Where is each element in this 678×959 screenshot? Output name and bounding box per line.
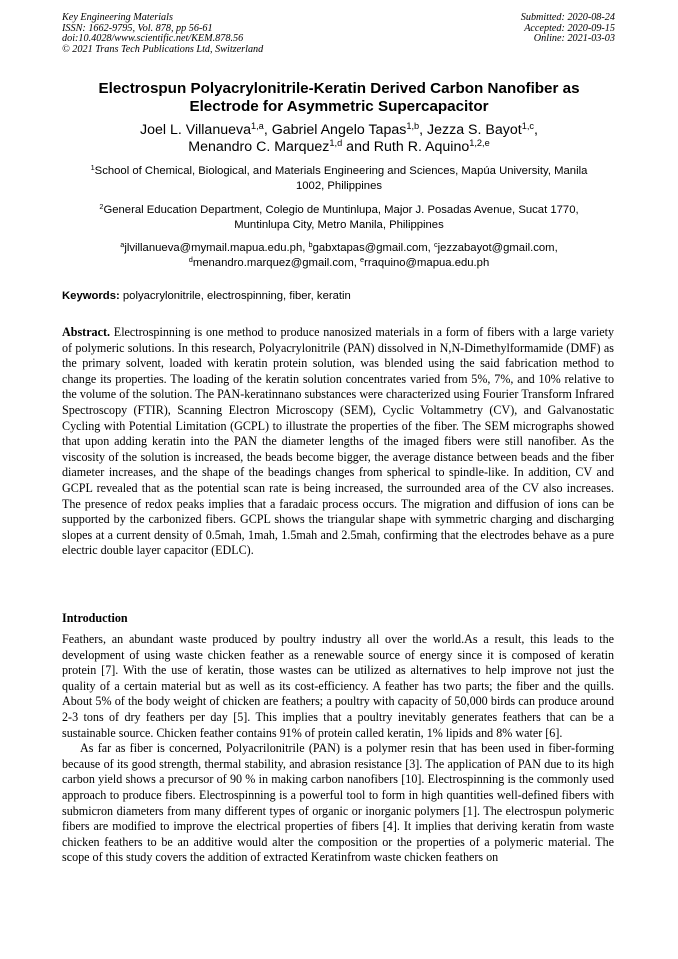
author-affil-sup: 1,2,e: [469, 137, 490, 148]
author-name: Jezza S. Bayot: [427, 122, 522, 138]
journal-name: Key Engineering Materials: [62, 12, 173, 23]
email-separator: ,: [427, 242, 434, 254]
title-line-2: Electrode for Asymmetric Supercapacitor: [189, 98, 489, 115]
keywords: [62, 289, 351, 303]
email-sup: c: [433, 239, 438, 249]
email-sup: a: [120, 239, 125, 249]
keywords-label: Keywords:: [62, 290, 120, 302]
email-sup: e: [360, 254, 365, 264]
email-sup: d: [188, 254, 193, 264]
author-separator: ,: [263, 122, 272, 138]
submitted-date: Submitted: 2020-08-24: [520, 12, 615, 23]
email-sup: b: [308, 239, 313, 249]
email-separator: ,: [554, 242, 558, 254]
affiliation-text: 1002, Philippines: [295, 180, 383, 192]
journal-copyright: © 2021 Trans Tech Publications Ltd, Switzerland: [62, 43, 264, 55]
affiliation-text: School of Chemical, Biological, and Materials Engineering and Sciences, Mapúa University, Manila: [94, 165, 588, 177]
author-affil-sup: 1,c: [521, 120, 534, 131]
email-separator: ,: [353, 257, 361, 269]
affiliation-sup: 1: [90, 162, 95, 172]
introduction-body: [62, 632, 614, 866]
section-heading-introduction: Introduction: [62, 611, 128, 625]
abstract-label: Abstract.: [62, 325, 111, 339]
email-link[interactable]: rraquino@mapua.edu.ph: [364, 257, 490, 269]
author-affil-sup: 1,a: [250, 120, 264, 131]
email-link[interactable]: jlvillanueva@mymail.mapua.edu.ph: [124, 242, 303, 254]
email-link[interactable]: gabxtapas@gmail.com: [312, 242, 428, 254]
submission-dates: [521, 13, 615, 45]
paragraph: As far as fiber is concerned, Polyacrilonitrile (PAN) is a polymer resin that has been used in fiber-forming because of its good strength, thermal stability, and abrasion resistance [3]. The application of PAN due to its high carbon yield shows a precursor of 90 % in making carbon nanofibers [10]. Electrospinning is the commonly used approach to produce fibers. Electrospinning is a powerful tool to form in high quantities well-defined fibers with submicron diameters from many different types of organic or inorganic polymers [1]. The electrospun polymeric fibers are modified to improve the electrical properties of fibers [4]. It implies that deriving keratin from waste chicken feathers to be an additive would alter the composition or the properties of a polymeric material. The scope of this study covers the addition of extracted Keratinfrom waste chicken feathers on: [62, 741, 614, 865]
author-separator: and: [342, 139, 374, 155]
online-date: Online: 2021-03-03: [533, 33, 615, 44]
affiliation-text: Muntinlupa City, Metro Manila, Philippines: [234, 219, 444, 231]
email-separator: ,: [302, 242, 309, 254]
journal-issn: ISSN: 1662-9795, Vol. 878, pp 56-61: [62, 22, 213, 34]
author-name: Ruth R. Aquino: [373, 139, 470, 155]
journal-doi: doi:10.4028/www.scientific.net/KEM.878.56: [62, 33, 244, 44]
accepted-date: Accepted: 2020-09-15: [524, 22, 615, 34]
author-name: Menandro C. Marquez: [188, 139, 330, 155]
author-affil-sup: 1,d: [329, 137, 343, 148]
abstract-text: Electrospinning is one method to produce nanosized materials in a form of fibers with a large variety of polymeric solutions. In this research, Polyacrylonitrile (PAN) dissolved in N,N-Dimethylformamide (DMF) as the primary solvent, loaded with keratin protein solution, was blended using the said fabrication method to change its properties. The loading of the keratin solution concentrates varied from 5%, 7%, and 10% relative to the volume of the solution. The PAN-keratinnano substances were characterized using Fourier Transform Infrared Spectroscopy (FTIR), Scanning Electron Microscopy (SEM), Cyclic Voltammetry (CV), and Galvanostatic Cycling with Potential Limitation (GCPL) to illustrate the properties of the fiber. The SEM micrographs showed that upon adding keratin into the PAN the diameter lengths of the imaged fibers were still nanofiber. As the viscosity of the solution is increased, the beads become bigger, the average distance between beads and the fiber diameter increases, and the shape of the beadings changes from spherical to spindle-like. In addition, CV and GCPL revealed that as the potential scan rate is being increased, the surrounded area of the CV also increases. The presence of redox peaks implies that a faradaic process occurs. The migration and diffusion of ions can be supported by the carbonized fibers. GCPL shows the triangular shape with symmetric charging and discharging slopes at a current density of 0.5mah, 1mah, 1.5mah and 2.5mah, confirming that the electrodes behave as a pure electric double layer capacitor (EDLC).: [62, 325, 614, 558]
email-link[interactable]: jezzabayot@gmail.com: [437, 242, 555, 254]
journal-info: [62, 13, 263, 55]
keywords-text: polyacrylonitrile, electrospinning, fiber, keratin: [119, 290, 351, 302]
affiliation-2: [62, 203, 616, 233]
author-affil-sup: 1,b: [406, 120, 420, 131]
author-list: [62, 122, 616, 156]
author-emails: [62, 241, 616, 271]
author-separator: ,: [419, 122, 428, 138]
author-separator: ,: [534, 122, 538, 138]
abstract: [62, 325, 614, 559]
author-name: Joel L. Villanueva: [140, 122, 251, 138]
author-name: Gabriel Angelo Tapas: [271, 122, 407, 138]
affiliation-text: General Education Department, Colegio de Muntinlupa, Major J. Posadas Avenue, Sucat 1770,: [103, 204, 579, 216]
affiliation-1: [62, 164, 616, 194]
email-link[interactable]: menandro.marquez@gmail.com: [192, 257, 354, 269]
paper-title: [62, 80, 616, 116]
title-line-1: Electrospun Polyacrylonitrile-Keratin Derived Carbon Nanofiber as: [98, 80, 580, 97]
affiliation-sup: 2: [99, 201, 104, 211]
paragraph: Feathers, an abundant waste produced by poultry industry all over the world.As a result, this leads to the development of using waste chicken feather as a renewable source of energy since it is composed of keratin protein [7]. With the use of keratin, those wastes can be utilized as alternatives to help improve not just the quality of a certain material but as well as its cost-efficiency. A feather has two parts; the fiber and the quills. About 5% of the body weight of chicken are feathers; a poultry with capacity of 50,000 birds can produce around 2-3 tons of dry feathers per day [5]. This implies that a poultry inevitably generates feathers that can be a sustainable source. Chicken feather contains 91% of protein called keratin, 1% lipids and 8% water [6].: [62, 632, 614, 740]
